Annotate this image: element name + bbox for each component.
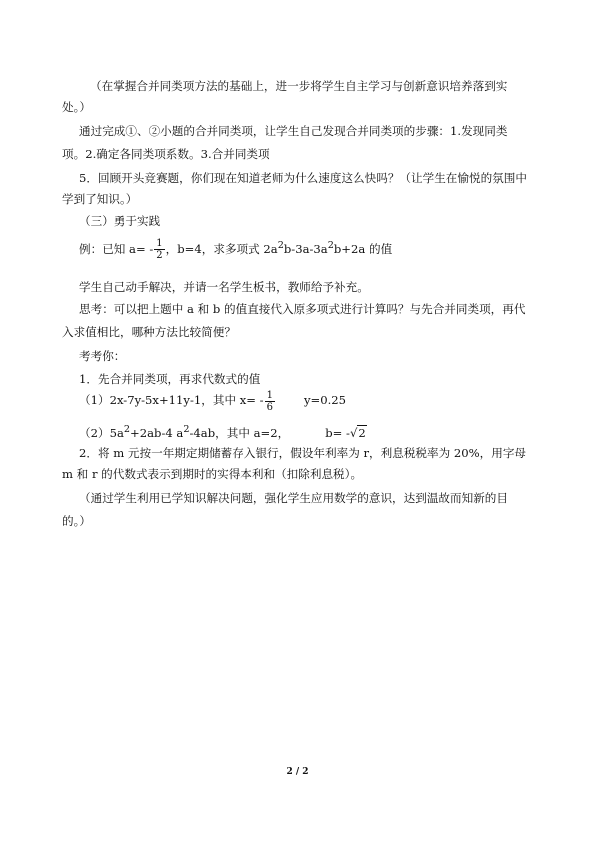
exponent: 2: [277, 240, 284, 251]
paragraph-p7a: （通过学生利用已学知识解决问题，强化学生应用数学的意识，达到温故而知新的目: [79, 491, 508, 505]
paragraph-p2a: 通过完成①、②小题的合并同类项，让学生自己发现合并同类项的步骤：1.发现同类: [79, 124, 508, 138]
fraction-numerator: 1: [266, 389, 273, 401]
paragraph-p1b: 处。）: [62, 100, 91, 114]
section-heading: （三）勇于实践: [79, 214, 161, 228]
fraction-one-half: [154, 238, 164, 261]
question-1-part-1: [79, 389, 346, 413]
q1-2-term: -4ab，其中 a=2，: [189, 425, 290, 440]
q1-1-suffix: y=0.25: [303, 393, 347, 407]
q1-2-term: （2）5a: [79, 425, 124, 440]
paragraph-p2b: 项。2.确定各同类项系数。3.合并同类项: [62, 147, 270, 161]
radicand: 2: [358, 425, 366, 440]
fraction-one-sixth: [265, 390, 275, 413]
paragraph-p6: 考考你：: [79, 349, 126, 363]
fraction-denominator: 2: [156, 250, 163, 262]
fraction-denominator: 6: [266, 401, 273, 413]
paragraph-p3b: 学到了知识。）: [62, 192, 138, 206]
q1-1-prefix: （1）2x-7y-5x+11y-1，其中 x= -: [79, 393, 264, 407]
question-1-part-2: [79, 422, 367, 441]
square-root: √2: [349, 425, 366, 440]
exponent: 2: [183, 424, 190, 435]
exponent: 2: [123, 424, 131, 435]
example-suffix: b+2a 的值: [333, 241, 393, 256]
exponent: 2: [327, 240, 334, 251]
page-number: 2 / 2: [286, 767, 309, 777]
example-prefix: 例：已知 a= -: [79, 241, 154, 256]
paragraph-p7b: 的。）: [62, 514, 91, 528]
paragraph-p4: 学生自己动手解决，并请一名学生板书，教师给予补充。: [79, 280, 369, 294]
paragraph-p3a: 5．回顾开头竞赛题，你们现在知道老师为什么速度这么快吗？（让学生在愉悦的氛围中: [79, 171, 527, 185]
example-line: [79, 235, 392, 261]
q1-2-term: +2ab-4 a: [130, 425, 184, 440]
example-middle: ，b=4，求多项式 2a: [165, 241, 278, 256]
q1-2-b-label: b= -: [325, 425, 350, 440]
paragraph-p1a: （在掌握合并同类项方法的基础上，进一步将学生自主学习与创新意识培养落到实: [90, 79, 508, 93]
question-2-line-1: 2．将 m 元按一年期定期储蓄存入银行，假设年利率为 r，利息税税率为 20%，用字母: [79, 446, 527, 460]
example-term: b-3a-3a: [283, 241, 328, 256]
question-1: 1．先合并同类项，再求代数式的值: [79, 372, 261, 386]
paragraph-p5b: 入求值相比，哪种方法比较简便？: [62, 325, 236, 339]
fraction-numerator: 1: [156, 238, 163, 250]
paragraph-p5a: 思考：可以把上题中 a 和 b 的值直接代入原多项式进行计算吗？与先合并同类项，再代: [79, 302, 526, 316]
question-2-line-2: m 和 r 的代数式表示到期时的实得本利和（扣除利息税）。: [62, 467, 363, 481]
